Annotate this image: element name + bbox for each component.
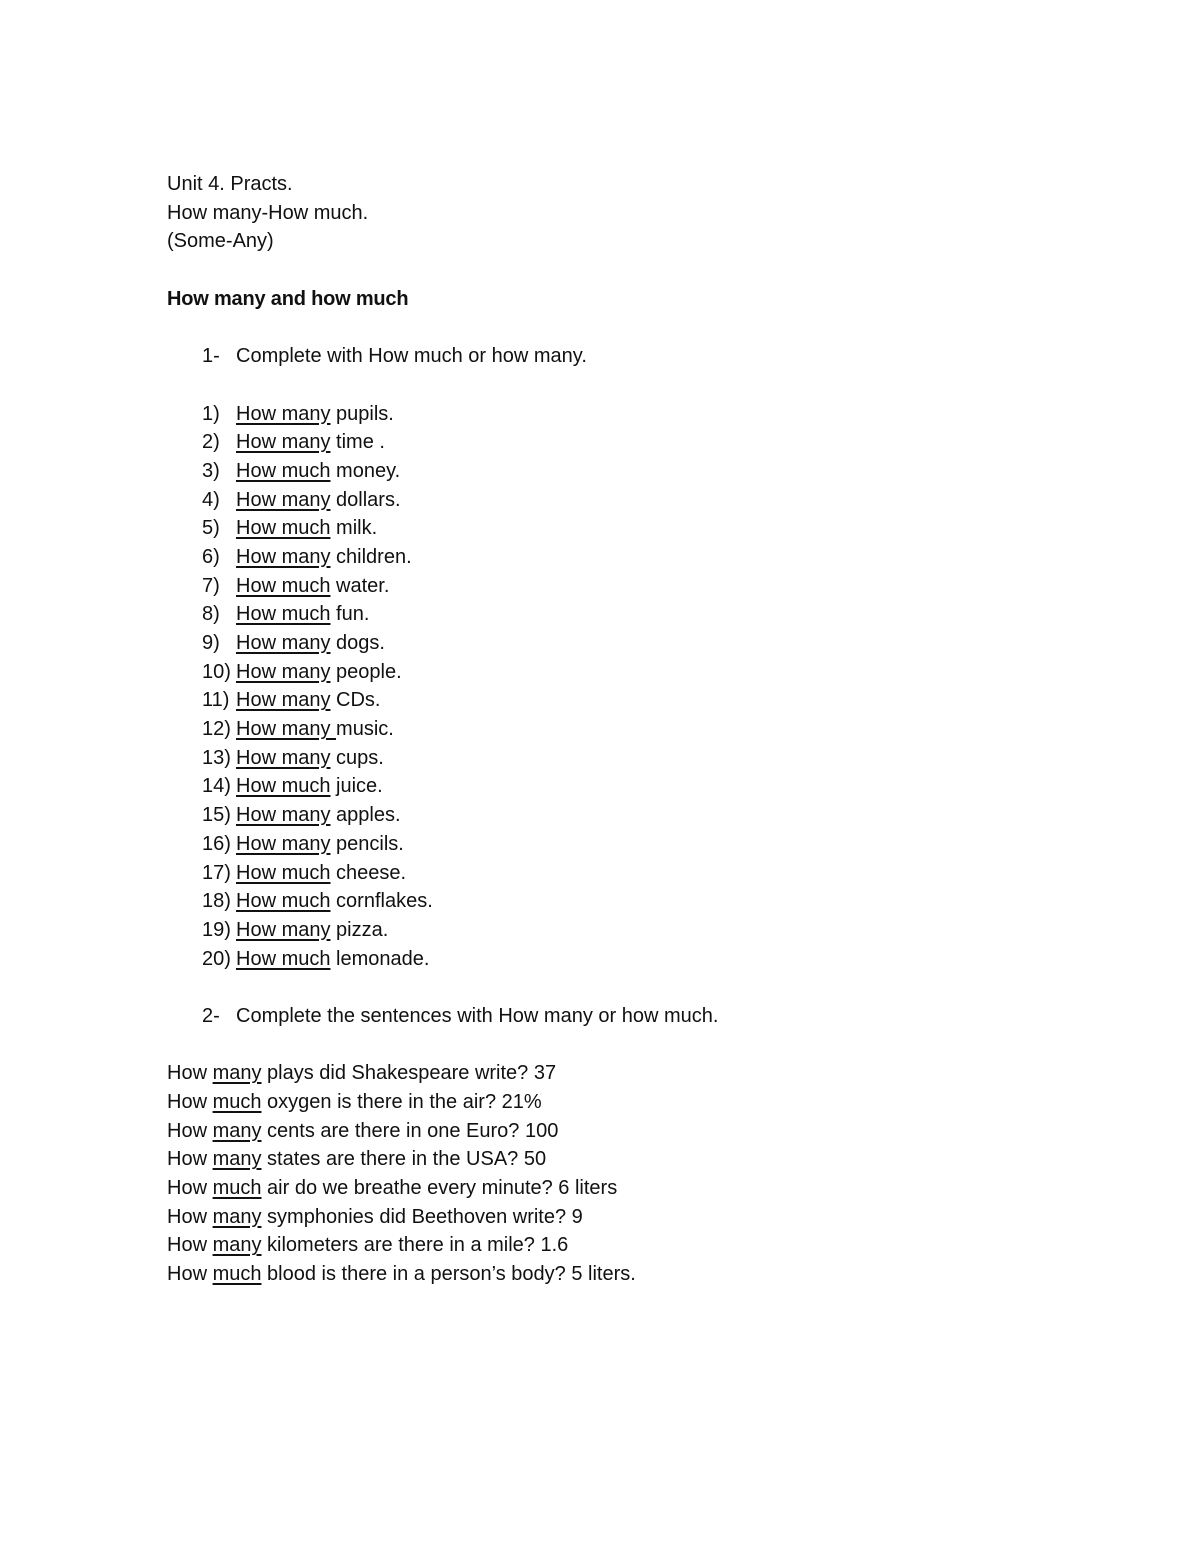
sentence-prefix: How [167, 1091, 213, 1113]
list-item-number: 6) [202, 545, 220, 568]
sentence-answer: many [212, 1148, 262, 1171]
section-title: How many and how much [167, 287, 409, 310]
sentence-prefix: How [167, 1062, 213, 1085]
doc-header-line-2: How many-How much. [167, 201, 369, 224]
list-item [167, 428, 1067, 457]
sentence-answer: much [212, 1091, 262, 1113]
list-item [167, 658, 1067, 687]
sentence-prefix: How [167, 1177, 213, 1200]
list-item-text: money. [330, 459, 401, 482]
list-item-answer: How much [236, 517, 331, 540]
list-item-answer: How many [236, 689, 331, 712]
list-item-answer: How much [236, 603, 331, 626]
list-item-text: water. [330, 574, 390, 597]
list-item [167, 543, 1067, 572]
exercise-2-instruction [167, 1002, 1067, 1031]
list-item [167, 887, 1067, 916]
list-item-number: 2) [202, 431, 220, 454]
sentence-answer: many [212, 1205, 262, 1228]
exercise-1-number: 1- [202, 345, 220, 368]
sentence-text: kilometers are there in a mile? 1.6 [261, 1234, 569, 1257]
list-item [167, 629, 1067, 658]
list-item-text: lemonade. [330, 947, 430, 970]
sentence-line [167, 1059, 1067, 1088]
list-item-text: cornflakes. [330, 890, 433, 913]
sentence-text: air do we breathe every minute? 6 liters [261, 1177, 618, 1200]
list-item-text: cheese. [330, 861, 407, 884]
sentence-line [167, 1203, 1067, 1232]
list-item [167, 457, 1067, 486]
sentence-line [167, 1088, 1067, 1117]
exercise-2-instruction-text: Complete the sentences with How many or how much. [236, 1004, 719, 1027]
sentence-line [167, 1174, 1067, 1203]
sentence-prefix: How [167, 1205, 213, 1228]
list-item [167, 572, 1067, 601]
sentence-prefix: How [167, 1234, 213, 1257]
list-item-answer: How much [236, 947, 331, 970]
list-item-number: 16) [202, 832, 231, 855]
sentence-text: cents are there in one Euro? 100 [261, 1119, 559, 1142]
list-item-number: 3) [202, 459, 220, 482]
list-item-text: fun. [330, 603, 370, 626]
list-item-number: 8) [202, 603, 220, 626]
exercise-1-instruction-text: Complete with How much or how many. [236, 345, 587, 368]
list-item-text: milk. [330, 517, 378, 540]
sentence-prefix: How [167, 1148, 213, 1171]
exercise-2-list [167, 1059, 1067, 1289]
list-item [167, 945, 1067, 974]
list-item [167, 772, 1067, 801]
list-item-number: 10) [202, 660, 231, 683]
sentence-text: symphonies did Beethoven write? 9 [261, 1205, 583, 1228]
doc-header-line-3: (Some-Any) [167, 230, 274, 253]
list-item-answer: How many [236, 718, 337, 741]
sentence-line [167, 1145, 1067, 1174]
spacer [167, 1031, 1067, 1060]
doc-header-line-1: Unit 4. Practs. [167, 173, 293, 195]
sentence-line [167, 1231, 1067, 1260]
spacer [167, 973, 1067, 1002]
list-item-text: cups. [330, 746, 384, 769]
spacer [167, 256, 1067, 285]
list-item-answer: How much [236, 775, 331, 798]
list-item-number: 17) [202, 861, 231, 884]
list-item [167, 744, 1067, 773]
list-item-number: 20) [202, 947, 231, 970]
list-item-text: dollars. [330, 488, 401, 511]
sentence-answer: many [212, 1119, 262, 1142]
list-item-answer: How many [236, 431, 331, 454]
sentence-answer: much [212, 1263, 262, 1286]
exercise-2-number: 2- [202, 1004, 220, 1027]
list-item [167, 686, 1067, 715]
list-item-answer: How many [236, 746, 331, 769]
list-item [167, 600, 1067, 629]
list-item [167, 859, 1067, 888]
list-item-answer: How many [236, 632, 331, 654]
list-item-number: 15) [202, 804, 231, 827]
list-item-text: apples. [330, 804, 401, 827]
list-item-text: music. [336, 718, 394, 741]
list-item-answer: How many [236, 832, 331, 855]
list-item-answer: How much [236, 574, 331, 597]
list-item-number: 4) [202, 488, 220, 511]
spacer [167, 313, 1067, 342]
list-item-answer: How many [236, 545, 331, 568]
sentence-prefix: How [167, 1119, 213, 1142]
list-item-number: 9) [202, 632, 220, 654]
list-item-number: 5) [202, 517, 220, 540]
list-item [167, 715, 1067, 744]
list-item-text: people. [330, 660, 402, 683]
list-item-answer: How much [236, 861, 331, 884]
sentence-text: states are there in the USA? 50 [261, 1148, 547, 1171]
sentence-text: oxygen is there in the air? 21% [261, 1091, 542, 1113]
list-item-number: 13) [202, 746, 231, 769]
exercise-1-list [167, 400, 1067, 974]
list-item-text: pizza. [330, 918, 389, 941]
list-item [167, 486, 1067, 515]
list-item-number: 14) [202, 775, 231, 798]
list-item-text: time . [330, 431, 385, 454]
list-item-text: pencils. [330, 832, 404, 855]
list-item [167, 830, 1067, 859]
list-item [167, 400, 1067, 429]
list-item-number: 1) [202, 402, 220, 425]
list-item-number: 18) [202, 890, 231, 913]
list-item-number: 19) [202, 918, 231, 941]
list-item-number: 11) [202, 689, 230, 712]
sentence-text: blood is there in a person’s body? 5 liters. [261, 1263, 636, 1286]
sentence-answer: much [212, 1177, 262, 1200]
sentence-text: plays did Shakespeare write? 37 [261, 1062, 557, 1085]
list-item-answer: How many [236, 488, 331, 511]
list-item-answer: How many [236, 804, 331, 827]
sentence-answer: many [212, 1062, 262, 1085]
list-item-answer: How much [236, 890, 331, 913]
list-item [167, 916, 1067, 945]
list-item-text: dogs. [330, 632, 385, 654]
list-item-text: pupils. [330, 402, 394, 425]
list-item [167, 801, 1067, 830]
list-item-answer: How many [236, 660, 331, 683]
list-item-text: children. [330, 545, 412, 568]
sentence-line [167, 1117, 1067, 1146]
list-item-text: juice. [330, 775, 383, 798]
list-item-text: CDs. [330, 689, 381, 712]
list-item-answer: How many [236, 402, 331, 425]
sentence-prefix: How [167, 1263, 213, 1286]
list-item-number: 12) [202, 718, 231, 741]
list-item [167, 514, 1067, 543]
sentence-line [167, 1260, 1067, 1289]
list-item-answer: How much [236, 459, 331, 482]
exercise-1-instruction [167, 342, 1067, 371]
list-item-number: 7) [202, 574, 220, 597]
sentence-answer: many [212, 1234, 262, 1257]
spacer [167, 371, 1067, 400]
document-content [167, 170, 1067, 1289]
list-item-answer: How many [236, 918, 331, 941]
